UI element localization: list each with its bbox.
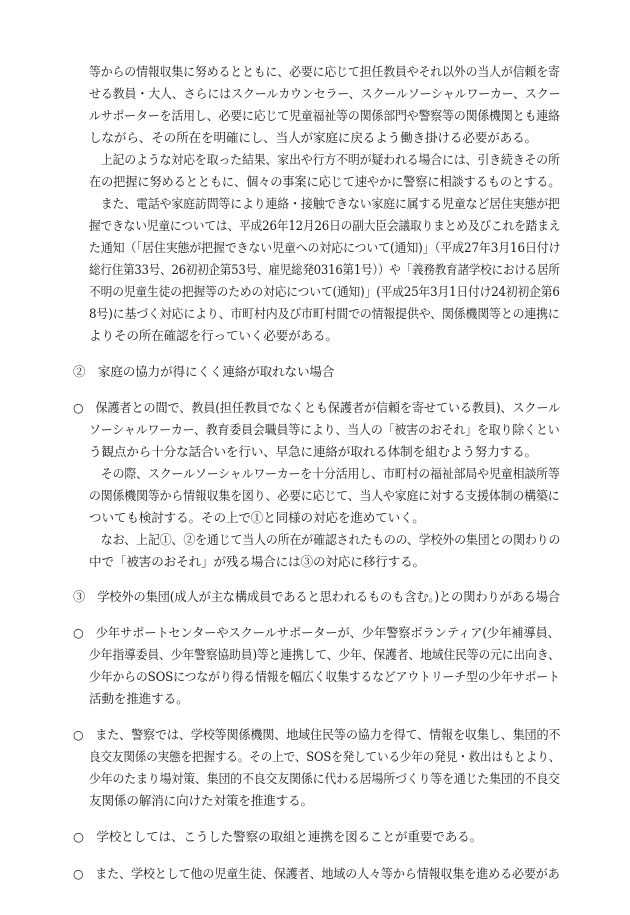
text-line: 中で「被害のおそれ」が残る場合には③の対応に移行する。 xyxy=(89,554,425,569)
text-line: 握できない児童については、平成26年12月26日の副大臣会議取りまとめ及びこれを踏まえ xyxy=(89,218,561,233)
text-line: 上記のような対応を取った結果、家出や行方不明が疑われる場合には、引き続きその所 xyxy=(89,152,560,167)
text-line: ソーシャルワーカー、教育委員会職員等により、当人の「被害のおそれ」を取り除くとい xyxy=(89,422,560,437)
text-line: ついても検討する。その上で①と同様の対応を進めていく。 xyxy=(89,510,425,525)
text-line: その際、スクールソーシャルワーカーを十分活用し、市町村の福祉部局や児童相談所等 xyxy=(89,466,560,481)
text-line: よりその所在確認を行っていく必要がある。 xyxy=(89,328,338,343)
text-line: 等からの情報収集に努めるとともに、必要に応じて担任教員やそれ以外の当人が信頼を寄 xyxy=(89,64,560,79)
text-line: た通知（「居住実態が把握できない児童への対応について(通知)」（平成27年3月16日付け xyxy=(89,240,561,255)
text-line: 総行住第33号、26初初企第53号、雇児総発0316第1号））や「義務教育諸学校における居所 xyxy=(89,262,560,277)
paragraph-school-collection: ○ また、学校として他の児童生徒、保護者、地域の人々等から情報収集を進める必要があ xyxy=(73,866,560,881)
text-line: 活動を推進する。 xyxy=(89,691,189,706)
text-line: 友関係の解消に向けた対策を推進する。 xyxy=(89,793,313,808)
text-line: また、電話や家庭訪問等により連絡・接触できない家庭に属する児童など居住実態が把 xyxy=(89,196,560,211)
section-heading-2: ② 家庭の協力が得にくく連絡が取れない場合 xyxy=(73,364,335,379)
text-line: 少年のたまり場対策、集団的不良交友関係に代わる居場所づくり等を通じた集団的不良交 xyxy=(89,771,560,786)
text-line: ○ 少年サポートセンターやスクールサポーターが、少年警察ボランティア(少年補導員、 xyxy=(73,625,560,640)
text-line: 良交友関係の実態を把握する。その上で、SOSを発している少年の発見・救出はもとより、 xyxy=(89,749,561,764)
text-line: 少年指導委員、少年警察協助員)等と連携して、少年、保護者、地域住民等の元に出向き、 xyxy=(89,647,560,662)
text-line: しながら、その所在を明確にし、当人が家庭に戻るよう働き掛ける必要がある。 xyxy=(89,130,537,145)
text-line: ○ 保護者との間で、教員(担任教員でなくとも保護者が信頼を寄せている教員)、スクール xyxy=(73,400,561,415)
text-line: 少年からのSOSにつながり得る情報を幅広く収集するなどアウトリーチ型の少年サポート xyxy=(89,669,560,684)
paragraph-school-cooperation: ○ 学校としては、こうした警察の取組と連携を図ることが重要である。 xyxy=(73,829,483,844)
text-line: の関係機関等から情報収集を図り、必要に応じて、当人や家庭に対する支援体制の構築に xyxy=(89,488,560,503)
text-line: ○ また、警察では、学校等関係機関、地域住民等の協力を得て、情報を収集し、集団的不 xyxy=(73,727,561,742)
text-line: 不明の児童生徒の把握等のための対応について(通知)」(平成25年3月1日付け24初初企第6 xyxy=(89,284,560,299)
text-line: なお、上記①、②を通じて当人の所在が確認されたものの、学校外の集団との関わりの xyxy=(89,532,561,547)
text-line: 8号)に基づく対応により、市町村内及び市町村間での情報提供や、関係機関等との連携に xyxy=(89,306,560,321)
text-line: ルサポーターを活用し、必要に応じて児童福祉等の関係部門や警察等の関係機関とも連絡 xyxy=(89,108,560,123)
text-line: せる教員・大人、さらにはスクールカウンセラー、スクールソーシャルワーカー、スクー xyxy=(89,86,561,101)
text-line: 在の把握に努めるとともに、個々の事案に応じて速やかに警察に相談するものとする。 xyxy=(89,174,561,189)
section-heading-3: ③ 学校外の集団(成人が主な構成員であると思われるものも含む。)との関わりがある場合 xyxy=(73,589,561,604)
text-line: う観点から十分な話合いを行い、早急に連絡が取れる体制を組むよう努力する。 xyxy=(89,444,537,459)
